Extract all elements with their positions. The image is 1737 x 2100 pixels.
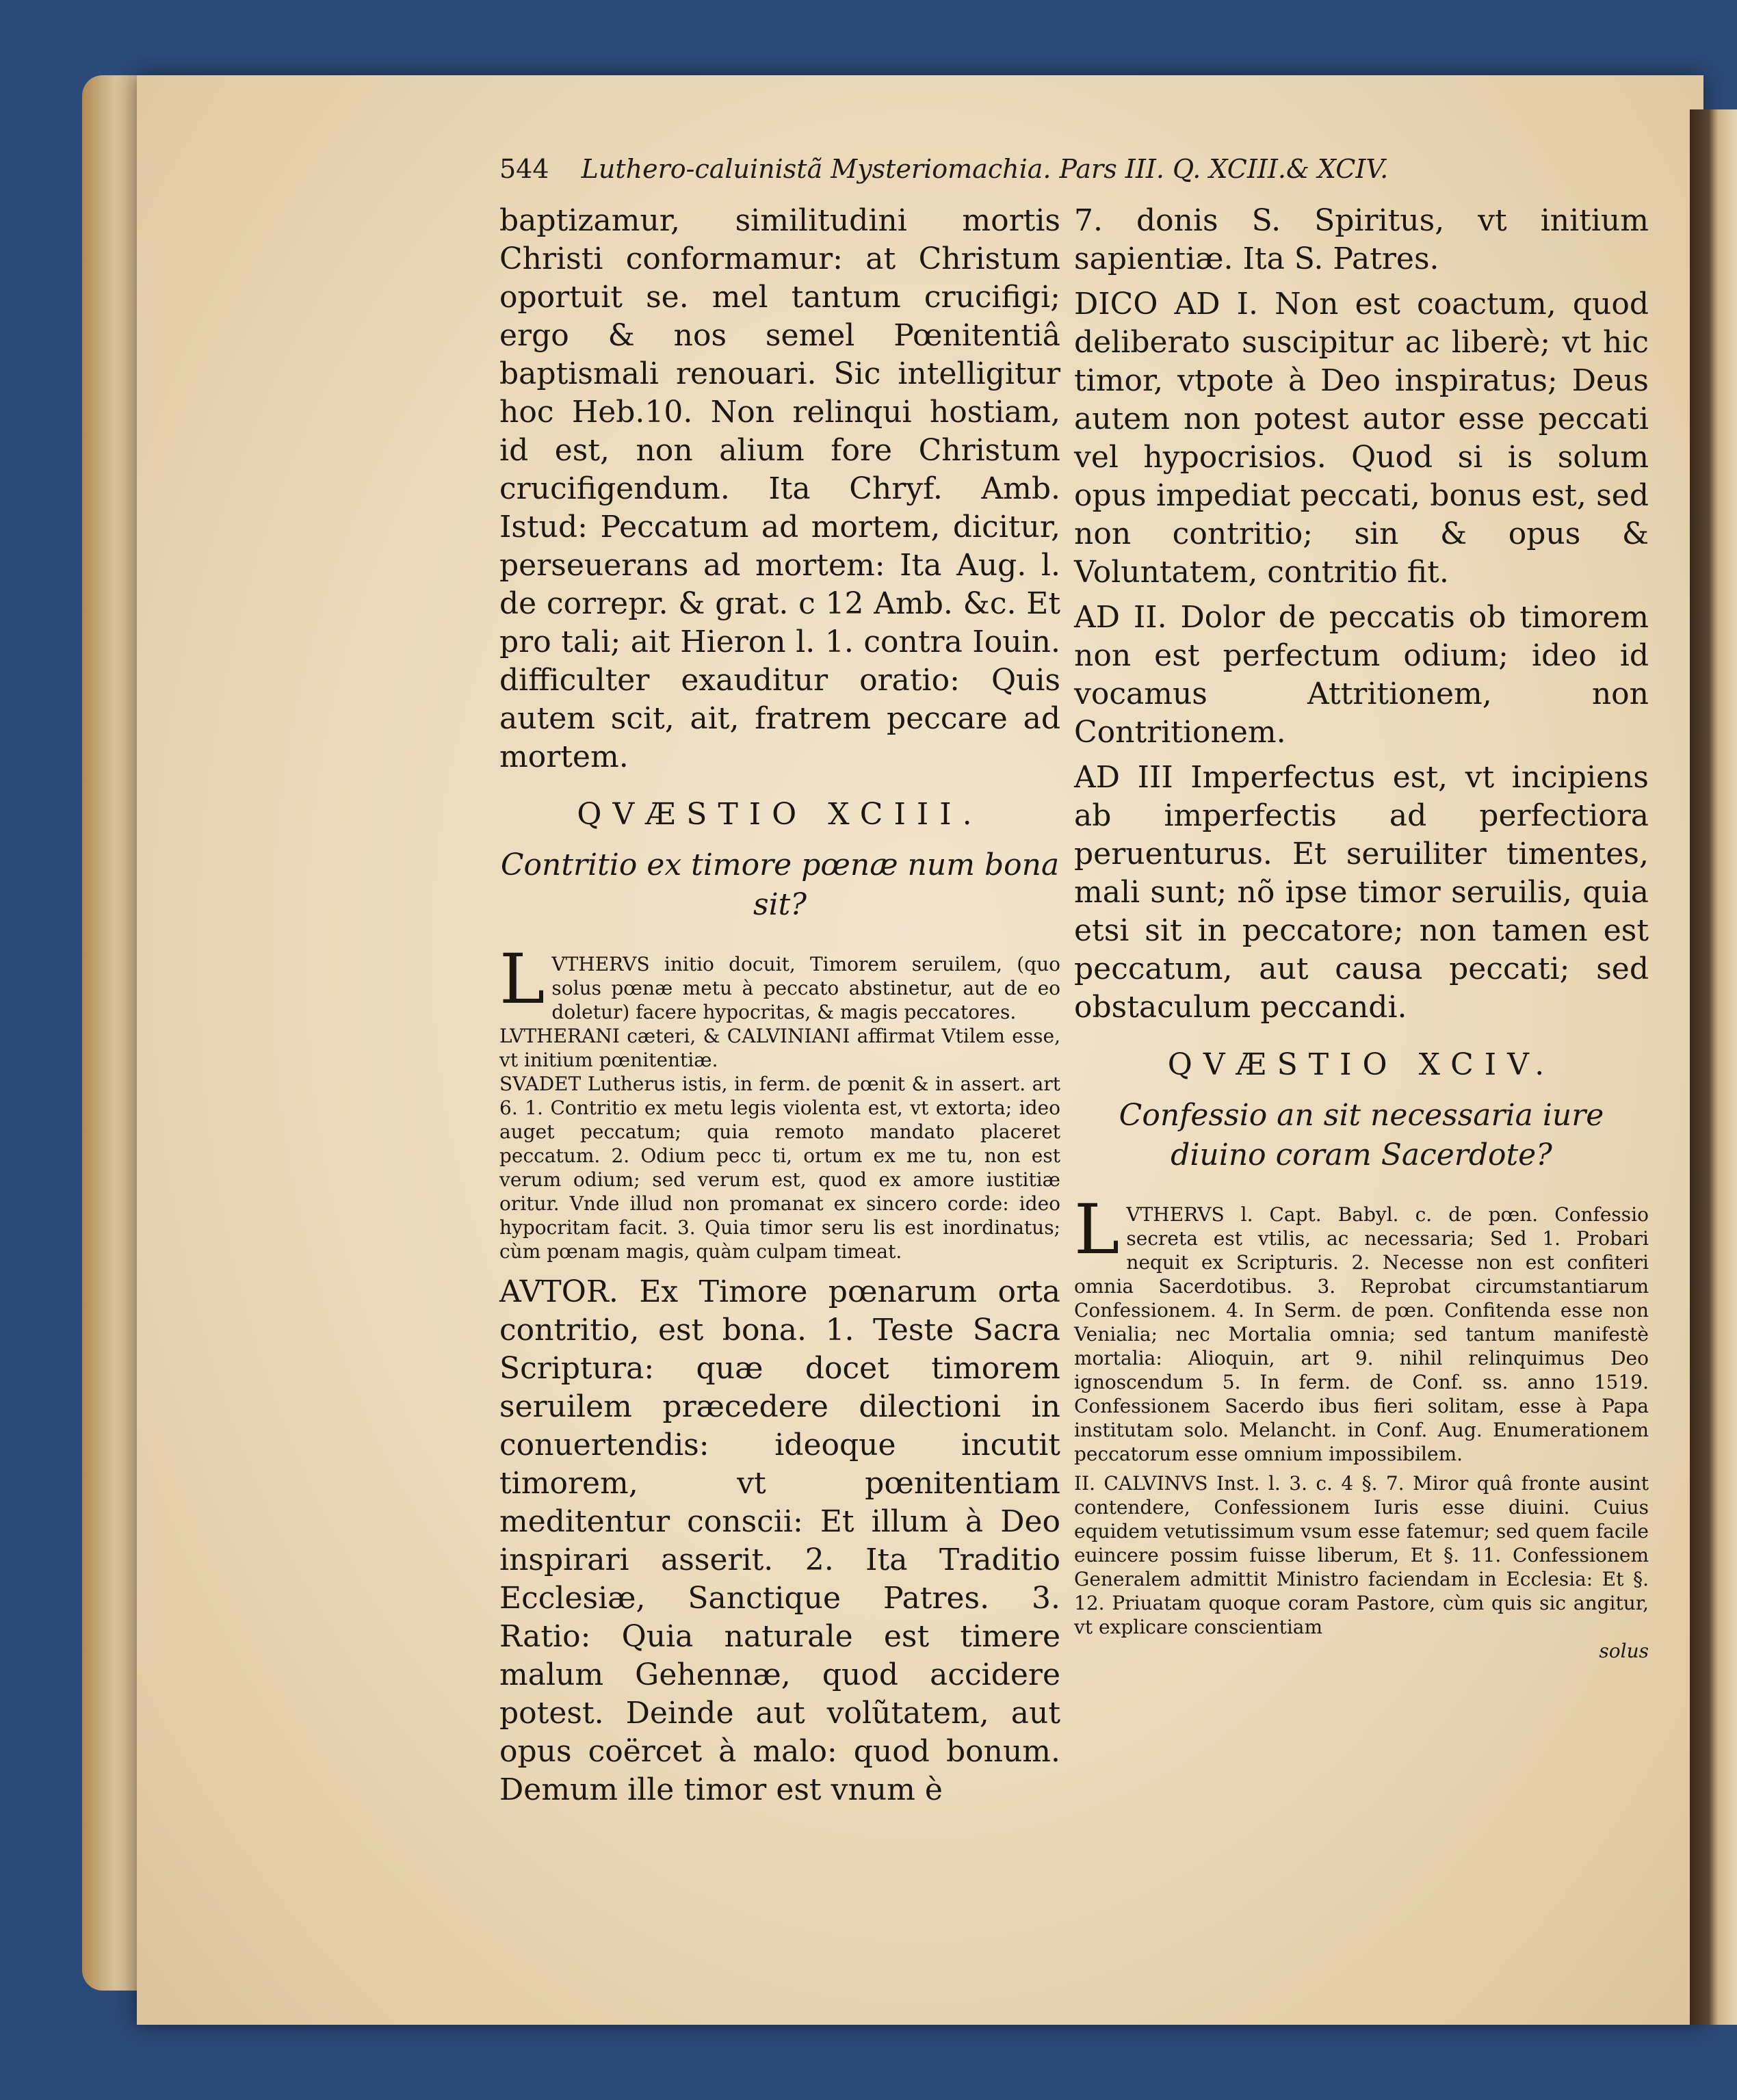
catchword: solus	[1599, 1640, 1649, 1662]
suadet-paragraph: SVADET Lutherus istis, in ferm. de pœnit & in assert. art 6. 1. Contritio ex metu legis violenta est, vt extorta; ideo auget peccatum; quia remoto mandato placeret peccatum. 2. Odium pecc ti, ortum ex me tu, non est verum odium; sed verum est, quod ex amore iustitiæ oritur. Vnde illud non promanat ex sincero corde: ideo hypocritam facit. 3. Quia timor seru lis est inordinatus; cùm pœnam magis, quàm culpam timeat.	[499, 1073, 1060, 1263]
right-column	[1074, 202, 1649, 1663]
page-number: 544	[499, 154, 549, 184]
question-subtitle-2: Confessio an sit necessaria iure diuino coram Sacerdote?	[1119, 1098, 1604, 1172]
lutherani-position: LVTHERANI cæteri, & CALVINIANI affirmat Vtilem esse, vt initium pœnitentiæ.	[499, 1025, 1060, 1071]
book-gutter	[1690, 109, 1737, 2025]
luther-position: LVTHERVS initio docuit, Timorem seruilem, (quo solus pœnæ metu à peccato abstinetur, aut de eo doletur) facere hypocritas, & magis peccatores.	[499, 939, 1060, 1023]
right-paragraph-1: 7. donis S. Spiritus, vt initium sapientiæ. Ita S. Patres.	[1074, 203, 1649, 276]
left-column	[499, 202, 1060, 1809]
ad-ii-paragraph: AD II. Dolor de peccatis ob timorem non est perfectum odium; ideo id vocamus Attritionem, non Contritionem.	[1074, 600, 1649, 750]
question-title-2: QVÆSTIO XCIV.	[1167, 1047, 1556, 1082]
question-subtitle: Contritio ex timore pœnæ num bona sit?	[500, 848, 1060, 922]
question-title: QVÆSTIO XCIII.	[577, 797, 983, 832]
ad-iii-paragraph: AD III Imperfectus est, vt incipiens ab imperfectis ad perfectiora peruenturus. Et seruiliter timentes, mali sunt; nõ ipse timor seruilis, quia etsi sit in peccatore; non tamen est peccatum, aut causa peccati; sed obstaculum peccandi.	[1074, 760, 1649, 1025]
running-title: Luthero-caluinistã Mysteriomachia. Pars III. Q. XCIII.& XCIV.	[581, 154, 1389, 184]
continuation-paragraph: baptizamur, similitudini mortis Christi conformamur: at Christum oportuit se. mel tantum crucifigi; ergo & nos semel Pœnitentiâ baptismali renouari. Sic intelligitur hoc Heb.10. Non relinqui hostiam, id est, non alium fore Christum crucifigendum. Ita Chryf. Amb. Istud: Peccatum ad mortem, dicitur, perseuerans ad mortem: Ita Aug. l. de correpr. & grat. c 12 Amb. &c. Et pro tali; ait Hieron l. 1. contra Iouin. difficulter exauditur oratio: Quis autem scit, ait, fratrem peccare ad mortem.	[499, 203, 1060, 774]
calvin-paragraph: II. CALVINVS Inst. l. 3. c. 4 §. 7. Miror quâ fronte ausint contendere, Confessionem Iuris esse diuini. Cuius equidem vetutissimum vsum esse fatemur; sed quem facile euincere possim fuisse liberum, Et §. 11. Confessionem Generalem admittit Ministro faciendam in Ecclesia: Et §. 12. Priuatam quoque coram Pastore, cùm quis sic angitur, vt explicare conscientiam	[1074, 1472, 1649, 1638]
autor-paragraph: AVTOR. Ex Timore pœnarum orta contritio, est bona. 1. Teste Sacra Scriptura: quæ docet timorem seruilem præcedere dilectioni in conuertendis: ideoque incutit timorem, vt pœnitentiam meditentur conscii: Et illum à Deo inspirari asserit. 2. Ita Traditio Ecclesiæ, Sanctique Patres. 3. Ratio: Quia naturale est timere malum Gehennæ, quod accidere potest. Deinde aut volũtatem, aut opus coërcet à malo: quod bonum. Demum ille timor est vnum è	[499, 1274, 1060, 1807]
running-header	[499, 154, 1649, 184]
dico-ad-i-paragraph: DICO AD I. Non est coactum, quod deliberato suscipitur ac liberè; vt hic timor, vtpote à Deo inspiratus; Deus autem non potest autor esse peccati vel hypocrisios. Quod si is solum opus impediat peccati, bonus est, sed non contritio; sin & opus & Voluntatem, contritio fit.	[1074, 287, 1649, 590]
luther-confession-paragraph: LVTHERVS l. Capt. Babyl. c. de pœn. Confessio secreta est vtilis, ac necessaria; Sed 1. Probari nequit ex Scripturis. 2. Necesse non est confiteri omnia Sacerdotibus. 3. Reprobat circumstantiarum Confessionem. 4. In Serm. de pœn. Confitenda esse non Venialia; nec Mortalia omnia; sed tantum manifestè mortalia: Alioquin, art 9. nihil relinquimus Deo ignoscendum 5. In ferm. de Conf. ss. anno 1519. Confessionem Sacerdo ibus fieri solitam, esse à Papa institutam solo. Melancht. in Conf. Aug. Enumerationem peccatorum esse omnium impossibilem.	[1074, 1190, 1649, 1465]
